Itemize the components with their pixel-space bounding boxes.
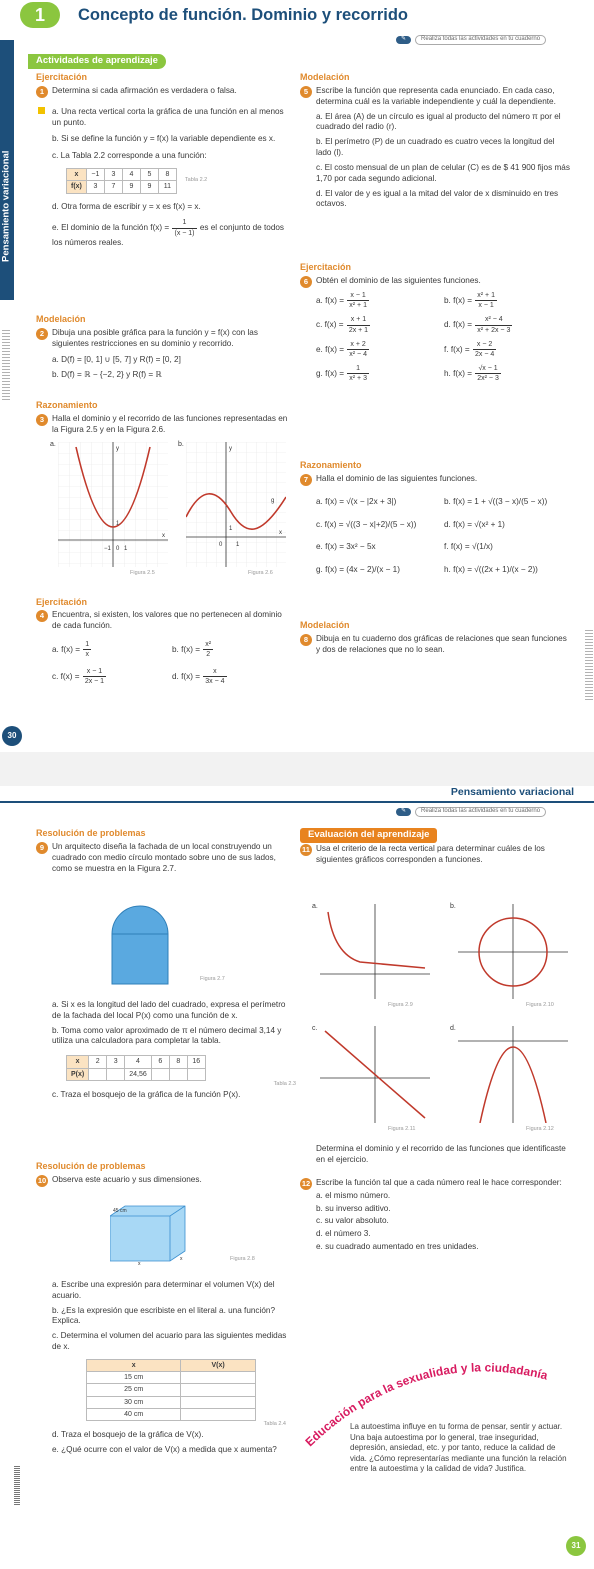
fraction-numerator: 1 bbox=[172, 218, 196, 228]
table-caption: Tabla 2.4 bbox=[263, 1421, 286, 1428]
curve-label: g bbox=[271, 498, 275, 504]
figure-2-6 bbox=[178, 440, 288, 580]
table-header: V(x) bbox=[181, 1359, 256, 1371]
item-a: a. D(f) = [0, 1] ∪ [5, 7] y R(f) = [0, 2] bbox=[52, 354, 181, 364]
question-text: Observa este acuario y sus dimensiones. bbox=[52, 1175, 202, 1184]
table-cell: 4 bbox=[125, 1056, 152, 1068]
side-marks bbox=[2, 330, 10, 400]
figure-caption: Figura 2.5 bbox=[130, 570, 155, 576]
axis-label-x: x bbox=[162, 533, 165, 539]
item-a: a. Si x es la longitud del lado del cuadrado, expresa el perímetro de la fachada del local P(x) como una función de x. bbox=[52, 1000, 286, 1020]
fraction-numerator: x + 2 bbox=[347, 340, 369, 350]
item-d: d. El valor de y es igual a la mitad del valor de x disminuido en tres octavos. bbox=[316, 188, 559, 209]
item-e: e. f(x) = 3x² − 5x bbox=[316, 542, 376, 552]
table-cell: 9 bbox=[122, 181, 140, 193]
tick-label: 0 bbox=[116, 546, 120, 552]
table-2-3 bbox=[66, 1055, 206, 1080]
question-text: Escribe la función tal que a cada número real le hace corresponder: bbox=[316, 1178, 562, 1187]
table-cell: −1 bbox=[86, 169, 104, 181]
question-8 bbox=[300, 634, 572, 656]
dimension-label: x bbox=[138, 1261, 141, 1266]
question-number: 11 bbox=[300, 844, 312, 856]
section-ejercitacion: Ejercitación bbox=[36, 72, 88, 82]
item-g: g. f(x) = bbox=[316, 369, 344, 379]
figure-label: d. bbox=[450, 1025, 456, 1032]
chapter-number-badge: 1 bbox=[20, 2, 60, 28]
fraction-denominator: x² + 1 bbox=[349, 302, 367, 310]
figure-label: c. bbox=[312, 1025, 318, 1032]
item-f: f. f(x) = bbox=[444, 344, 470, 354]
facade-drawing bbox=[110, 896, 170, 986]
table-cell bbox=[169, 1068, 187, 1080]
section-modelacion-right-2: Modelación bbox=[300, 620, 350, 630]
table-cell bbox=[151, 1068, 169, 1080]
table-cell bbox=[181, 1408, 256, 1420]
parabola-graph bbox=[58, 442, 168, 567]
circle-graph bbox=[458, 904, 568, 999]
axis-label-y: y bbox=[229, 446, 232, 452]
question-text: Dibuja una posible gráfica para la función y = f(x) con las siguientes restricciones en su dominio y recorrido. bbox=[52, 328, 258, 348]
question-number: 7 bbox=[300, 474, 312, 486]
figure-caption: Figura 2.8 bbox=[230, 1256, 255, 1262]
figure-label: b. bbox=[178, 441, 184, 448]
table-cell: 8 bbox=[169, 1056, 187, 1068]
item-c: c. su valor absoluto. bbox=[316, 1216, 389, 1226]
education-title: Educación para la sexualidad y la ciudadanía bbox=[302, 1360, 550, 1450]
fraction-denominator: x − 1 bbox=[478, 302, 494, 310]
question-number: 9 bbox=[36, 842, 48, 854]
section-resolucion-2: Resolución de problemas bbox=[36, 1161, 146, 1171]
tick-label: 1 bbox=[229, 526, 233, 532]
item-e: e. su cuadrado aumentado en tres unidades. bbox=[316, 1242, 479, 1252]
item-a: a. f(x) = bbox=[316, 295, 344, 305]
binding-marks bbox=[14, 1466, 20, 1506]
table-cell: 5 bbox=[140, 169, 158, 181]
table-2-2 bbox=[66, 168, 177, 193]
table-cell: 11 bbox=[158, 181, 176, 193]
chapter-title: Concepto de función. Dominio y recorrido bbox=[78, 6, 409, 24]
item-h: h. f(x) = √((2x + 1)/(x − 2)) bbox=[444, 565, 538, 575]
notebook-hint bbox=[396, 35, 546, 45]
figure-label: a. bbox=[312, 903, 318, 910]
table-caption: Tabla 2.3 bbox=[273, 1080, 296, 1087]
page-30 bbox=[0, 0, 594, 752]
fraction-numerator: 1 bbox=[83, 640, 91, 650]
notebook-hint bbox=[396, 807, 546, 817]
tick-label: 1 bbox=[116, 521, 120, 527]
fraction-denominator: 2 bbox=[206, 650, 211, 658]
table-cell: 30 cm bbox=[87, 1396, 181, 1408]
header-rule bbox=[0, 801, 594, 803]
item-b: b. su inverso aditivo. bbox=[316, 1203, 391, 1213]
line-graph bbox=[320, 1026, 430, 1123]
fraction-numerator: √x − 1 bbox=[475, 364, 501, 374]
page-number: 31 bbox=[566, 1536, 586, 1556]
table-cell bbox=[181, 1396, 256, 1408]
question-text: Un arquitecto diseña la fachada de un local construyendo un cuadrado con medio círculo montado sobre uno de sus lados, como se muestra en la Figura 2.7. bbox=[52, 842, 276, 873]
question-9-items bbox=[36, 998, 294, 1101]
dimension-label: 45 cm bbox=[113, 1208, 127, 1214]
side-marks-right bbox=[585, 630, 593, 700]
fraction-denominator: 2x − 1 bbox=[84, 678, 105, 686]
question-number: 2 bbox=[36, 328, 48, 340]
fraction-denominator: x² + 3 bbox=[349, 375, 367, 383]
figure-label: b. bbox=[450, 903, 456, 910]
tick-label: −1 bbox=[104, 546, 111, 552]
table-cell: 15 cm bbox=[87, 1372, 181, 1384]
fraction-denominator: (x − 1) bbox=[174, 229, 195, 237]
question-text: Encuentra, si existen, los valores que no pertenecen al dominio de cada función. bbox=[52, 610, 282, 630]
fraction-denominator: x² − 4 bbox=[349, 351, 367, 358]
item-e-rest: es el conjunto de todos los números reales. bbox=[52, 223, 285, 247]
axis-label-y: y bbox=[116, 446, 119, 452]
item-b: b. D(f) = ℝ − {−2, 2} y R(f) = ℝ bbox=[52, 370, 162, 380]
question-number: 5 bbox=[300, 86, 312, 98]
fraction-numerator: x − 2 bbox=[473, 340, 496, 350]
table-cell bbox=[107, 1068, 125, 1080]
section-modelacion-right: Modelación bbox=[300, 72, 350, 82]
figure-2-8 bbox=[110, 1196, 280, 1276]
item-e: e. El dominio de la función f(x) = bbox=[52, 223, 170, 233]
table-cell: P(x) bbox=[67, 1068, 89, 1080]
sidebar-band bbox=[0, 40, 14, 300]
table-cell: 9 bbox=[140, 181, 158, 193]
inverted-parabola-graph bbox=[458, 1026, 568, 1123]
item-e: e. f(x) = bbox=[316, 344, 344, 354]
question-2 bbox=[36, 328, 292, 381]
question-number: 6 bbox=[300, 276, 312, 288]
item-a: a. f(x) = bbox=[52, 644, 80, 654]
table-cell: 6 bbox=[151, 1056, 169, 1068]
question-1 bbox=[36, 86, 292, 249]
item-a: a. Escribe una expresión para determinar el volumen V(x) del acuario. bbox=[52, 1280, 275, 1300]
dimension-label: x bbox=[180, 1256, 183, 1262]
figure-2-12 bbox=[450, 1024, 574, 1140]
question-3 bbox=[36, 414, 292, 436]
section-modelacion: Modelación bbox=[36, 314, 86, 324]
item-c: c. El costo mensual de un plan de celular (C) es de $ 41 900 fijos más 1,70 por cada segundo adicional. bbox=[316, 162, 570, 183]
question-text: Determina si cada afirmación es verdadera o falsa. bbox=[52, 86, 237, 95]
item-a: a. El área (A) de un círculo es igual al producto del número π por el cuadrado del radio (r). bbox=[316, 111, 561, 132]
section-resolucion: Resolución de problemas bbox=[36, 828, 146, 838]
question-11-followup: Determina el dominio y el recorrido de las funciones que identificaste en el ejercicio. bbox=[316, 1144, 566, 1164]
figure-caption: Figura 2.6 bbox=[248, 570, 273, 576]
table-cell: 25 cm bbox=[87, 1384, 181, 1396]
item-c: c. f(x) = bbox=[316, 320, 344, 330]
table-caption: Tabla 2.2 bbox=[184, 177, 208, 184]
page-gap bbox=[0, 752, 594, 786]
item-b: b. El perímetro (P) de un cuadrado es cuatro veces la longitud del lado (l). bbox=[316, 137, 555, 158]
figure-2-9 bbox=[312, 902, 436, 1016]
figure-caption: Figura 2.10 bbox=[526, 1002, 554, 1008]
fraction-denominator: x bbox=[85, 650, 89, 658]
table-cell: 2 bbox=[89, 1056, 107, 1068]
item-c: c. Traza el bosquejo de la gráfica de la función P(x). bbox=[52, 1090, 241, 1100]
fraction-denominator: x² + 2x − 3 bbox=[477, 326, 511, 334]
question-11 bbox=[300, 844, 572, 866]
table-2-4 bbox=[86, 1359, 256, 1421]
question-12 bbox=[300, 1178, 572, 1253]
table-cell: f(x) bbox=[67, 181, 87, 193]
item-d: d. Otra forma de escribir y = x es f(x) = x. bbox=[52, 201, 201, 211]
table-cell bbox=[89, 1068, 107, 1080]
item-h: h. f(x) = bbox=[444, 369, 472, 379]
tick-label: 0 bbox=[219, 542, 223, 548]
item-c: c. f(x) = bbox=[52, 672, 80, 682]
question-number: 8 bbox=[300, 634, 312, 646]
figure-2-7 bbox=[110, 896, 270, 996]
figure-caption: Figura 2.9 bbox=[388, 1002, 413, 1008]
fraction-denominator: 3x − 4 bbox=[205, 678, 225, 686]
item-c: c. La Tabla 2.2 corresponde a una función: bbox=[52, 151, 207, 161]
question-number: 4 bbox=[36, 610, 48, 622]
question-6 bbox=[300, 276, 572, 384]
evaluation-band: Evaluación del aprendizaje bbox=[300, 828, 437, 843]
section-razonamiento-right: Razonamiento bbox=[300, 460, 362, 470]
table-cell: 4 bbox=[122, 169, 140, 181]
section-razonamiento: Razonamiento bbox=[36, 400, 98, 410]
fraction-numerator: x bbox=[203, 667, 226, 677]
fraction-numerator: x − 1 bbox=[347, 291, 369, 301]
question-text: Halla el dominio de las siguientes funciones. bbox=[316, 474, 478, 483]
question-number: 3 bbox=[36, 414, 48, 426]
question-number: 10 bbox=[37, 1176, 47, 1185]
item-d: d. f(x) = bbox=[444, 320, 472, 330]
question-text: Dibuja en tu cuaderno dos gráficas de relaciones que sean funciones y dos de relaciones que no lo sean. bbox=[316, 634, 567, 654]
item-b: b. f(x) = bbox=[172, 644, 200, 654]
table-cell: 3 bbox=[104, 169, 122, 181]
page-31 bbox=[0, 786, 594, 1569]
axis-label-x: x bbox=[279, 530, 282, 536]
notebook-icon: ✎ bbox=[396, 36, 411, 44]
item-d: d. f(x) = √(x² + 1) bbox=[444, 519, 505, 529]
hint-text: Realiza todas las actividades en tu cuaderno bbox=[415, 807, 546, 817]
table-cell: 24,56 bbox=[125, 1068, 152, 1080]
item-g: g. f(x) = (4x − 2)/(x − 1) bbox=[316, 565, 400, 575]
fraction-denominator: 2x² − 3 bbox=[477, 375, 499, 383]
fraction-numerator: x² bbox=[203, 640, 213, 650]
header-title: Pensamiento variacional bbox=[450, 786, 574, 798]
notebook-icon: ✎ bbox=[396, 808, 411, 816]
section-ejercitacion-2: Ejercitación bbox=[36, 597, 88, 607]
sidebar-label: Pensamiento variacional bbox=[0, 150, 12, 262]
item-a: a. el mismo número. bbox=[316, 1190, 391, 1200]
item-b: b. ¿Es la expresión que escribiste en el literal a. una función? Explica. bbox=[52, 1305, 276, 1326]
tick-label: 1 bbox=[124, 546, 128, 552]
table-cell bbox=[181, 1372, 256, 1384]
hint-text: Realiza todas las actividades en tu cuaderno bbox=[415, 35, 546, 45]
question-10 bbox=[36, 1175, 294, 1186]
table-cell: x bbox=[67, 1056, 89, 1068]
question-text: Halla el dominio y el recorrido de las funciones representadas en la Figura 2.5 y en la Figura 2.6. bbox=[52, 414, 288, 434]
figure-caption: Figura 2.7 bbox=[200, 976, 225, 982]
question-number: 1 bbox=[36, 86, 48, 98]
table-cell: x bbox=[67, 169, 87, 181]
table-cell: 3 bbox=[86, 181, 104, 193]
item-b: b. Si se define la función y = f(x) la variable dependiente es x. bbox=[52, 134, 276, 144]
item-b: b. f(x) = 1 + √((3 − x)/(5 − x)) bbox=[444, 496, 548, 506]
fraction-numerator: x + 1 bbox=[347, 315, 370, 325]
figure-2-10 bbox=[450, 902, 574, 1016]
table-cell: 8 bbox=[158, 169, 176, 181]
item-d: d. f(x) = bbox=[172, 672, 200, 682]
table-cell bbox=[181, 1384, 256, 1396]
question-10-items bbox=[36, 1278, 294, 1456]
tick-label: 1 bbox=[236, 542, 240, 548]
fraction-numerator: x² − 4 bbox=[475, 315, 512, 325]
question-text: Usa el criterio de la recta vertical para determinar cuáles de los siguientes gráficos corresponden a funciones. bbox=[316, 844, 545, 864]
item-c: c. Determina el volumen del acuario para las siguientes medidas de x. bbox=[52, 1331, 287, 1352]
item-e: e. ¿Qué ocurre con el valor de V(x) a medida que x aumenta? bbox=[52, 1445, 277, 1455]
item-b: b. Toma como valor aproximado de π el número decimal 3,14 y utiliza una calculadora para completar la tabla. bbox=[52, 1025, 282, 1046]
item-c: c. f(x) = √((3 − x|+2)/(5 − x)) bbox=[316, 519, 417, 529]
activities-band: Actividades de aprendizaje bbox=[28, 54, 166, 69]
item-a: a. f(x) = √(x − |2x + 3|) bbox=[316, 496, 397, 506]
item-b: b. f(x) = bbox=[444, 295, 472, 305]
question-9 bbox=[36, 842, 294, 874]
fraction-numerator: x − 1 bbox=[83, 667, 106, 677]
item-a: a. Una recta vertical corta la gráfica de una función en al menos un punto. bbox=[52, 106, 284, 127]
table-cell: 7 bbox=[104, 181, 122, 193]
question-5 bbox=[300, 86, 572, 210]
page-number: 30 bbox=[2, 726, 22, 746]
figure-caption: Figura 2.12 bbox=[526, 1126, 554, 1132]
education-text: La autoestima influye en tu forma de pensar, sentir y actuar. Una baja autoestima por lo general, trae inseguridad, depresión, ansiedad, etc. y por tanto, reduce la calidad de vida. ¿Cómo representarías mediante una función la relación entre la autoestima y la calidad de vida? Justifica. bbox=[350, 1422, 567, 1474]
figure-2-11 bbox=[312, 1024, 436, 1140]
item-d: d. el número 3. bbox=[316, 1229, 371, 1239]
hyperbola-graph bbox=[320, 904, 430, 999]
question-text: Obtén el dominio de las siguientes funciones. bbox=[316, 276, 481, 285]
table-cell: 3 bbox=[107, 1056, 125, 1068]
fraction-denominator: 2x + 1 bbox=[348, 326, 369, 334]
fraction-numerator: x² + 1 bbox=[475, 291, 497, 301]
section-ejercitacion-right: Ejercitación bbox=[300, 262, 352, 272]
figure-label: a. bbox=[50, 441, 56, 448]
figure-caption: Figura 2.11 bbox=[388, 1126, 416, 1132]
table-cell: 40 cm bbox=[87, 1408, 181, 1420]
fraction-numerator: 1 bbox=[347, 364, 369, 374]
question-number: 12 bbox=[301, 1179, 311, 1188]
item-d: d. Traza el bosquejo de la gráfica de V(x). bbox=[52, 1430, 204, 1440]
fraction-denominator: 2x − 4 bbox=[474, 351, 495, 358]
table-cell bbox=[187, 1068, 205, 1080]
sine-graph bbox=[186, 442, 286, 567]
question-4 bbox=[36, 610, 292, 687]
yellow-square-marker bbox=[38, 107, 45, 114]
item-f: f. f(x) = √(1/x) bbox=[444, 542, 493, 552]
table-header: x bbox=[87, 1359, 181, 1371]
aquarium-drawing bbox=[110, 1196, 190, 1266]
question-7 bbox=[300, 474, 572, 576]
question-text: Escribe la función que representa cada enunciado. En cada caso, determina cuál es la variable independiente y cuál la dependiente. bbox=[316, 86, 556, 106]
table-cell: 16 bbox=[187, 1056, 205, 1068]
figure-2-5 bbox=[50, 440, 170, 580]
